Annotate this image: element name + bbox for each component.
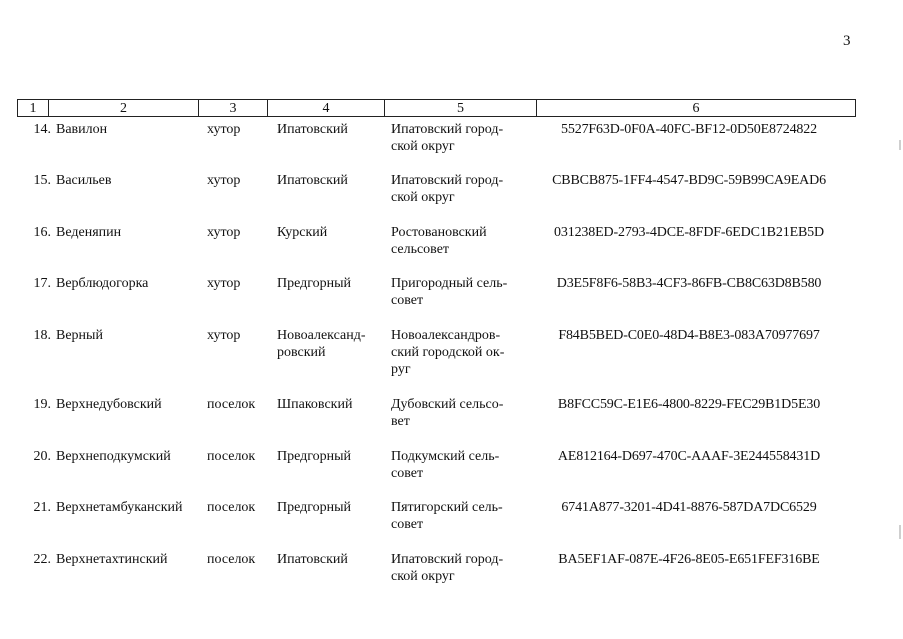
settlement-name: Веденяпин — [56, 225, 122, 240]
municipality-name: Дубовский сельсо- вет — [391, 397, 504, 429]
guid-code: 5527F63D-0F0A-40FC-BF12-0D50E8724822 — [561, 122, 817, 137]
column-header-5: 5 — [385, 100, 537, 117]
settlement-name: Верблюдогорка — [56, 276, 149, 291]
municipality-name: Подкумский сель- совет — [391, 449, 500, 481]
settlement-name: Вавилон — [56, 122, 108, 137]
guid-code: F84B5BED-C0E0-48D4-B8E3-083A70977697 — [558, 328, 820, 343]
guid-code: 031238ED-2793-4DCE-8FDF-6EDC1B21EB5D — [554, 225, 824, 240]
settlement-name: Верхнетахтинский — [56, 552, 168, 567]
column-header-1: 1 — [18, 100, 49, 117]
column-header-4: 4 — [268, 100, 385, 117]
table-row — [0, 448, 903, 498]
municipality-name: Ипатовский город- ской округ — [391, 173, 504, 205]
row-number: 16. — [33, 225, 51, 240]
page-number: 3 — [843, 33, 851, 49]
settlement-name: Верный — [56, 328, 103, 343]
settlement-type: хутор — [207, 122, 241, 137]
district-name: Предгорный — [277, 449, 352, 464]
district-name: Ипатовский — [277, 173, 348, 188]
guid-code: D3E5F8F6-58B3-4CF3-86FB-CB8C63D8B580 — [556, 276, 822, 291]
table-row — [0, 327, 903, 377]
municipality-name: Новоалександров- ский городской ок- руг — [391, 328, 505, 377]
column-header-row — [18, 100, 856, 117]
municipality-name: Пятигорский сель- совет — [391, 500, 503, 532]
municipality-name: Ипатовский город- ской округ — [391, 122, 504, 154]
district-name: Ипатовский — [277, 552, 348, 567]
municipality-name: Ростовановский сельсовет — [391, 225, 487, 257]
settlement-type: поселок — [207, 552, 256, 567]
table-row — [0, 172, 903, 222]
municipality-name: Пригородный сель- совет — [391, 276, 508, 308]
scan-artifact-mark — [899, 140, 901, 150]
settlement-type: поселок — [207, 397, 256, 412]
settlement-type: поселок — [207, 449, 256, 464]
row-number: 19. — [33, 397, 51, 412]
district-name: Новоалександ- ровский — [277, 328, 366, 360]
column-header-3: 3 — [199, 100, 268, 117]
column-header-6: 6 — [537, 100, 856, 117]
row-number: 14. — [33, 122, 51, 137]
district-name: Предгорный — [277, 276, 352, 291]
table-row — [0, 551, 903, 601]
settlement-type: поселок — [207, 500, 256, 515]
row-number: 20. — [33, 449, 51, 464]
table-row — [0, 499, 903, 549]
row-number: 15. — [33, 173, 51, 188]
municipality-name: Ипатовский город- ской округ — [391, 552, 504, 584]
table-row — [0, 121, 903, 171]
guid-code: AE812164-D697-470C-AAAF-3E244558431D — [557, 449, 821, 464]
settlement-type: хутор — [207, 173, 241, 188]
column-header-table — [17, 99, 856, 117]
row-number: 17. — [33, 276, 51, 291]
row-number: 22. — [33, 552, 51, 567]
district-name: Шпаковский — [277, 397, 353, 412]
guid-code: B8FCC59C-E1E6-4800-8229-FEC29B1D5E30 — [557, 397, 821, 412]
scan-artifact-mark — [899, 525, 901, 539]
column-header-2: 2 — [49, 100, 199, 117]
district-name: Курский — [277, 225, 328, 240]
table-row — [0, 396, 903, 446]
district-name: Предгорный — [277, 500, 352, 515]
settlement-type: хутор — [207, 276, 241, 291]
district-name: Ипатовский — [277, 122, 348, 137]
settlement-name: Верхнедубовский — [56, 397, 162, 412]
guid-code: CBBCB875-1FF4-4547-BD9C-59B99CA9EAD6 — [552, 173, 826, 188]
settlement-name: Верхнеподкумский — [56, 449, 171, 464]
table-row — [0, 275, 903, 325]
guid-code: BA5EF1AF-087E-4F26-8E05-E651FEF316BE — [558, 552, 820, 567]
table-row — [0, 224, 903, 274]
row-number: 18. — [33, 328, 51, 343]
guid-code: 6741A877-3201-4D41-8876-587DA7DC6529 — [561, 500, 817, 515]
settlement-name: Верхнетамбуканский — [56, 500, 183, 515]
settlement-name: Васильев — [56, 173, 112, 188]
settlement-type: хутор — [207, 328, 241, 343]
row-number: 21. — [33, 500, 51, 515]
settlement-type: хутор — [207, 225, 241, 240]
